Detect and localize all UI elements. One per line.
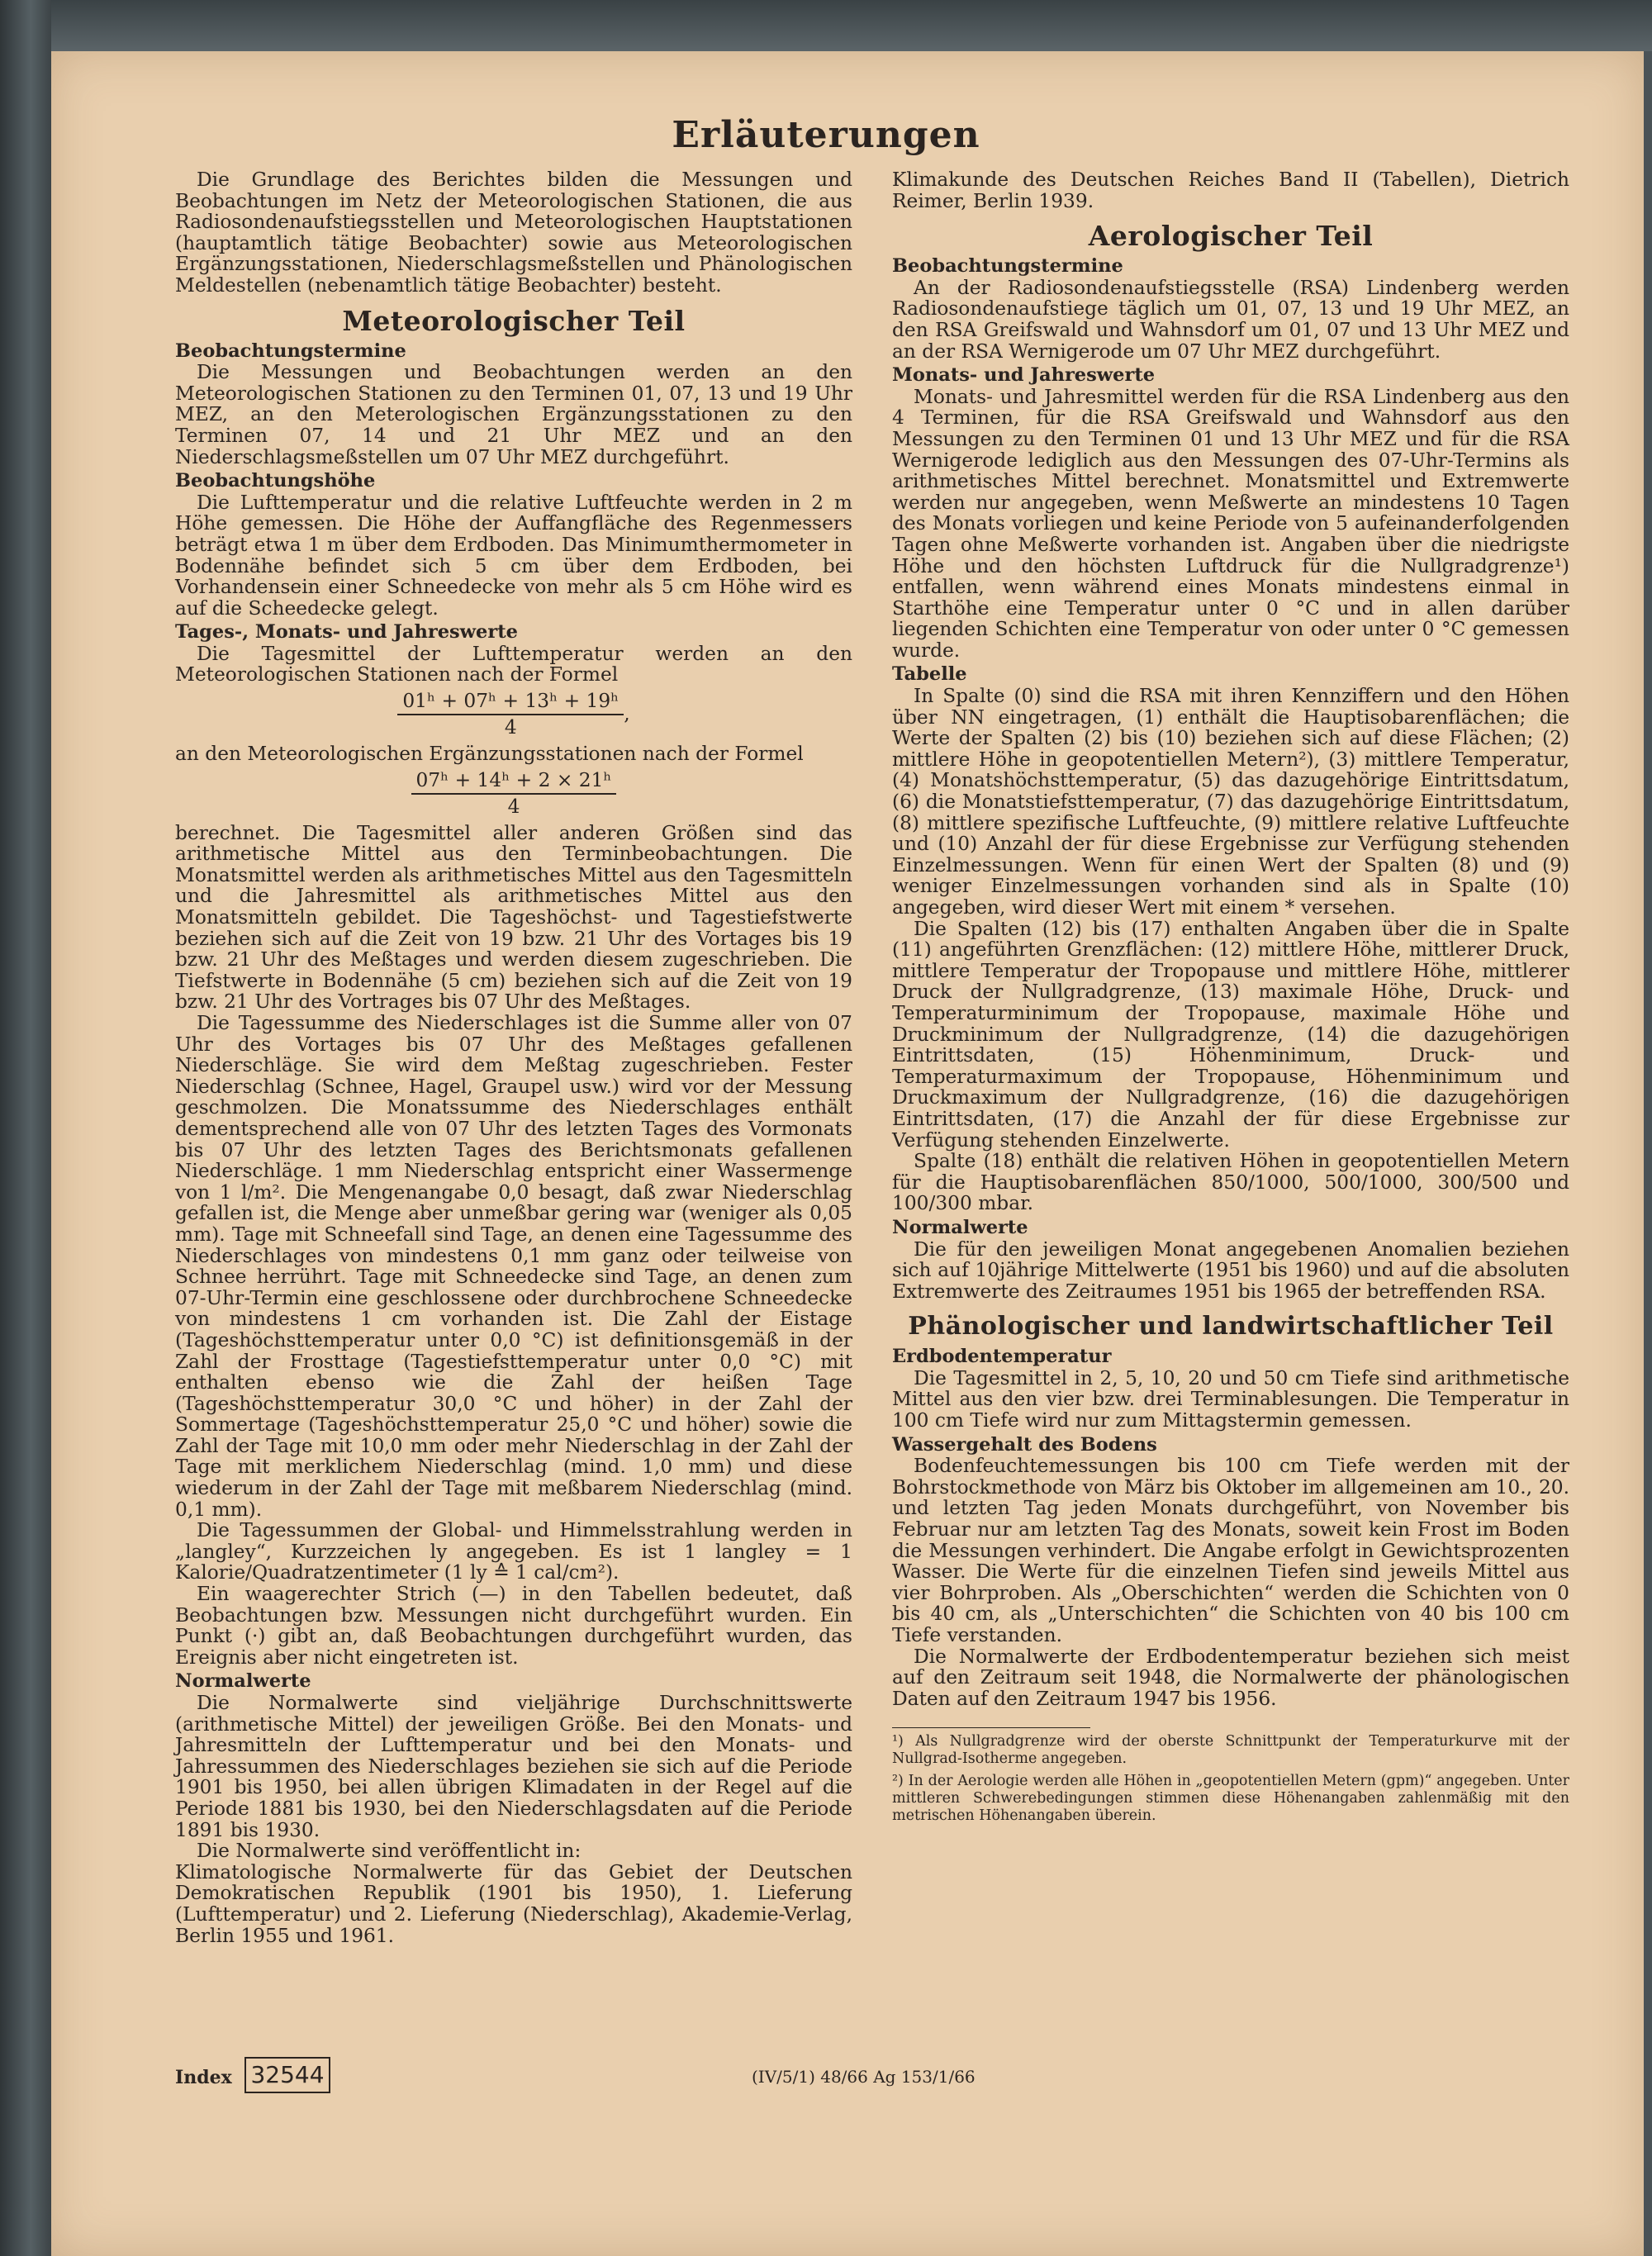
subheading-table: Tabelle bbox=[892, 663, 967, 686]
paragraph: Klimakunde des Deutschen Reiches Band II (Tabellen), Dietrich Reimer, Berlin 1939. bbox=[892, 169, 1569, 212]
print-code: (IV/5/1) 48/66 Ag 153/1/66 bbox=[752, 2067, 976, 2087]
paragraph: Die Normalwerte der Erdbodentemperatur beziehen sich meist auf den Zeitraum seit 1948, die Normalwerte der phänologischen Daten auf den Zeitraum 1947 bis 1956. bbox=[892, 1645, 1569, 1710]
right-column bbox=[892, 169, 1569, 1825]
section-heading-aerological: Aerologischer Teil bbox=[1088, 220, 1374, 253]
paragraph: Die Tagesmittel in 2, 5, 10, 20 und 50 cm Tiefe sind arithmetische Mittel aus den vier bzw. drei Terminablesungen. Die Temperatur in 100 cm Tiefe wird nur zum Mittagstermin gemessen. bbox=[892, 1366, 1569, 1432]
fraction bbox=[411, 768, 617, 819]
section-heading-phenological: Phänologischer und landwirtschaftlicher Teil bbox=[908, 1312, 1554, 1342]
paragraph: Die Normalwerte sind vieljährige Durchschnittswerte (arithmetische Mittel) der jeweiligen Größe. Bei den Monats- und Jahresmitteln der Lufttemperatur und bei den Monats- und Jahressummen des Niederschlages beziehen sie sich auf die Periode 1901 bis 1950, bei allen übrigen Klimadaten in der Regel auf die Periode 1881 bis 1930, bei den Niederschlagsdaten auf die Periode 1891 bis 1930. bbox=[175, 1692, 852, 1841]
subheading-normal-values: Normalwerte bbox=[892, 1216, 1028, 1238]
paragraph: Die Tagesmittel der Lufttemperatur werden an den Meteorologischen Stationen nach der Formel bbox=[175, 642, 852, 686]
paragraph: berechnet. Die Tagesmittel aller anderen Größen sind das arithmetische Mittel aus den Terminbeobachtungen. Die Monatsmittel werden als arithmetisches Mittel aus den Tagesmitteln und die Jahresmittel als arithmetisches Mittel aus den Monatsmitteln gebildet. Die Tageshöchst- und Tagestiefstwerte beziehen sich auf die Zeit von 19 bzw. 21 Uhr des Vortages bis 19 bzw. 21 Uhr des Meßtages und werden diesem zugeschrieben. Die Tiefstwerte in Bodennähe (5 cm) beziehen sich auf die Zeit von 19 bzw. 21 Uhr des Vortrages bis 07 Uhr des Meßtages. bbox=[175, 821, 852, 1014]
index-label: Index bbox=[175, 2067, 232, 2088]
left-column bbox=[175, 169, 852, 1946]
page-title: Erläuterungen bbox=[672, 114, 980, 156]
paragraph: Die Spalten (12) bis (17) enthalten Angaben über die in Spalte (11) angeführten Grenzflächen: (12) mittlere Höhe, mittlerer Druck, mittlere Temperatur der Tropopause und mittlere Höhe, mittlerer Druck der Nullgradgrenze, (13) maximale Höhe, Druck- und Temperaturminimum der Tropopause, maximale Höhe und Druckminimum der Nullgradgrenze, (14) die dazugehörigen Eintrittsdaten, (15) Höhenminimum, Druck- und Temperaturmaximum der Tropopause, Höhenminimum und Druckmaximum der Nullgradgrenze, (16) die dazugehörigen Eintrittsdaten, (17) die Anzahl der für diese Ergebnisse zur Verfügung stehenden Einzelwerte. bbox=[892, 917, 1569, 1152]
intro-paragraph: Die Grundlage des Berichtes bilden die Messungen und Beobachtungen im Netz der Meteorologischen Stationen, die aus Radiosondenaufstiegsstellen und Meteorologischen Hauptstationen (hauptamtlich tätige Beobachter) sowie aus Meteorologischen Ergänzungsstationen, Niederschlagsmeßstellen und Phänologischen Meldestellen (nebenamtlich tätige Beobachter) besteht. bbox=[175, 169, 852, 297]
paragraph: Die Tagessumme des Niederschlages ist die Summe aller von 07 Uhr des Vortages bis 07 Uhr des Meßtages gefallenen Niederschläge. Sie wird dem Meßtag zugeschrieben. Fester Niederschlag (Schnee, Hagel, Graupel usw.) wird vor der Messung geschmolzen. Die Monatssumme des Niederschlages enthält dementsprechend alle von 07 Uhr des letzten Tages des Vormonats bis 07 Uhr des letzten Tages des Berichtsmonats gefallenen Niederschläge. 1 mm Niederschlag entspricht einer Wassermenge von 1 l/m². Die Mengenangabe 0,0 besagt, daß zwar Niederschlag gefallen ist, die Menge aber unmeßbar gering war (weniger als 0,05 mm). Tage mit Schneefall sind Tage, an denen eine Tagessumme des Niederschlages von mindestens 0,1 mm ganz oder teilweise von Schnee herrührt. Tage mit Schneedecke sind Tage, an denen zum 07-Uhr-Termin eine geschlossene oder durchbrochene Schneedecke von mindestens 1 cm vorhanden ist. Die Zahl der Eistage (Tageshöchsttemperatur unter 0,0 °C) ist definitionsgemäß in der Zahl der Frosttage (Tagestiefsttemperatur unter 0,0 °C) mit enthalten ebenso wie die Zahl der heißen Tage (Tageshöchsttemperatur 30,0 °C und höher) in der Zahl der Sommertage (Tageshöchsttemperatur 25,0 °C und höher) sowie die Zahl der Tage mit 10,0 mm oder mehr Niederschlag in der Zahl der Tage mit merklichem Niederschlag (mind. 1,0 mm) und diese wiederum in der Zahl der Tage mit meßbarem Niederschlag (mind. 0,1 mm). bbox=[175, 1012, 852, 1521]
paragraph: Die Normalwerte sind veröffentlicht in: bbox=[197, 1840, 582, 1863]
section-heading-meteorological: Meteorologischer Teil bbox=[342, 304, 686, 337]
paragraph: Monats- und Jahresmittel werden für die RSA Lindenberg aus den 4 Terminen, für die RSA Greifswald und Wahnsdorf aus den Messungen zu den Terminen 01 und 13 Uhr MEZ und für die RSA Wernigerode lediglich aus den Messungen des 07-Uhr-Termins als arithmetisches Mittel berechnet. Monatsmittel und Extremwerte werden nur angegeben, wenn Meßwerte an mindestens 10 Tagen des Monats vorliegen und keine Periode von 5 aufeinanderfolgenden Tagen ohne Meßwerte vorhanden ist. Angaben über die niedrigste Höhe und den höchsten Luftdruck für die Nullgradgrenze¹) entfallen, wenn während eines Monats mindestens einmal in Starthöhe eine Temperatur unter 0 °C und in allen darüber liegenden Schichten eine Temperatur von oder unter 0 °C gemessen wurde. bbox=[892, 385, 1569, 662]
paragraph: An der Radiosondenaufstiegsstelle (RSA) Lindenberg werden Radiosondenaufstiege täglich um 01, 07, 13 und 19 Uhr MEZ, an den RSA Greifswald und Wahnsdorf um 01, 07 und 13 Uhr MEZ und an der RSA Wernigerode um 07 Uhr MEZ durchgeführt. bbox=[892, 276, 1569, 363]
paragraph: In Spalte (0) sind die RSA mit ihren Kennziffern und den Höhen über NN eingetragen, (1) enthält die Hauptisobarenflächen; die Werte der Spalten (2) bis (10) beziehen sich auf diese Flächen; (2) mittlere Höhe in geopotentiellen Metern²), (3) mittlere Temperatur, (4) Monatshöchsttemperatur, (5) das dazugehörige Eintrittsdatum, (6) die Monatstiefsttemperatur, (7) das dazugehörige Eintrittsdatum, (8) mittlere spezifische Luftfeuchte, (9) mittlere relative Luftfeuchte und (10) Anzahl der für diese Ergebnisse zur Verfügung stehenden Einzelmessungen. Wenn für einen Wert der Spalten (8) und (9) weniger Einzelmessungen vorhanden sind als in Spalte (10) angegeben, wird dieser Wert mit einem * versehen. bbox=[892, 685, 1569, 919]
subheading-soil-water: Wassergehalt des Bodens bbox=[892, 1433, 1157, 1456]
formula-numerator: 07ʰ + 14ʰ + 2 × 21ʰ bbox=[411, 768, 617, 795]
paragraph: Ein waagerechter Strich (—) in den Tabellen bedeutet, daß Beobachtungen bzw. Messungen nicht durchgeführt wurden. Ein Punkt (·) gibt an, daß Beobachtungen durchgeführt wurden, das Ereignis aber nicht eingetreten ist. bbox=[175, 1583, 852, 1669]
subheading-normal-values: Normalwerte bbox=[175, 1670, 311, 1693]
paragraph: Die Messungen und Beobachtungen werden an den Meteorologischen Stationen zu den Terminen 01, 07, 13 und 19 Uhr MEZ, an den Meterologischen Ergänzungsstationen zu den Terminen 07, 14 und 21 Uhr MEZ und an den Niederschlagsmeßstellen um 07 Uhr MEZ durchgeführt. bbox=[175, 361, 852, 468]
paragraph: Die für den jeweiligen Monat angegebenen Anomalien beziehen sich auf 10jährige Mittelwerte (1951 bis 1960) und auf die absoluten Extremwerte des Zeitraumes 1951 bis 1965 der betreffenden RSA. bbox=[892, 1237, 1569, 1303]
formula-1 bbox=[175, 689, 852, 740]
paragraph: Spalte (18) enthält die relativen Höhen in geopotentiellen Metern für die Hauptisobarenflächen 850/1000, 500/1000, 300/500 und 100/300 mbar. bbox=[892, 1150, 1569, 1215]
subheading-monthly-yearly: Monats- und Jahreswerte bbox=[892, 364, 1156, 387]
index-number-box: 32544 bbox=[244, 2057, 330, 2093]
paragraph: Die Tagessummen der Global- und Himmelsstrahlung werden in „langley“, Kurzzeichen ly angegeben. Es ist 1 langley = 1 Kalorie/Quadratzentimeter (1 ly ≙ 1 cal/cm²). bbox=[175, 1519, 852, 1584]
formula-2 bbox=[175, 768, 852, 819]
formula-numerator: 01ʰ + 07ʰ + 13ʰ + 19ʰ bbox=[397, 689, 624, 715]
paragraph: an den Meteorologischen Ergänzungsstationen nach der Formel bbox=[175, 743, 804, 766]
scan-top-edge bbox=[0, 0, 1652, 51]
footnote-rule bbox=[892, 1727, 1090, 1728]
fraction bbox=[397, 689, 624, 740]
footnote-1: ¹) Als Nullgradgrenze wird der oberste Schnittpunkt der Temperaturkurve mit der Nullgrad-Isotherme angegeben. bbox=[892, 1733, 1569, 1768]
paragraph: Klimatologische Normalwerte für das Gebiet der Deutschen Demokratischen Republik (1901 bis 1950), 1. Lieferung (Lufttemperatur) und 2. Lieferung (Niederschlag), Akademie-Verlag, Berlin 1955 und 1961. bbox=[175, 1860, 852, 1947]
formula-denominator: 4 bbox=[504, 716, 517, 739]
subheading-observation-times: Beobachtungstermine bbox=[892, 255, 1123, 278]
subheading-observation-times: Beobachtungstermine bbox=[175, 340, 406, 362]
subheading-observation-height: Beobachtungshöhe bbox=[175, 470, 376, 492]
paragraph: Bodenfeuchtemessungen bis 100 cm Tiefe werden mit der Bohrstockmethode von März bis Oktober im allgemeinen am 10., 20. und letzten Tag jeden Monats durchgeführt, von November bis Februar nur am letzten Tag des Monats, soweit kein Frost im Boden die Messungen verhindert. Die Angabe erfolgt in Gewichtsprozenten Wasser. Die Werte für die einzelnen Tiefen sind jeweils Mittel aus vier Bohrproben. Als „Oberschichten“ werden die Schichten von 0 bis 40 cm, als „Unterschichten“ die Schichten von 40 bis 100 cm Tiefe verstanden. bbox=[892, 1455, 1569, 1646]
paragraph: Die Lufttemperatur und die relative Luftfeuchte werden in 2 m Höhe gemessen. Die Höhe der Auffangfläche des Regenmessers beträgt etwa 1 m über dem Erdboden. Das Minimumthermometer in Bodennähe befindet sich 5 cm über dem Erdboden, bei Vorhandensein einer Schneedecke von mehr als 5 cm Höhe wird es auf die Scheedecke gelegt. bbox=[175, 491, 852, 620]
footnote-2: ²) In der Aerologie werden alle Höhen in „geopotentiellen Metern (gpm)“ angegeben. Unter mittleren Schwerebedingungen stimmen diese Höhenangaben zahlenmäßig mit den metrischen Höhenangaben überein. bbox=[892, 1773, 1569, 1825]
book-binding bbox=[0, 0, 51, 2256]
subheading-daily-monthly-yearly: Tages-, Monats- und Jahreswerte bbox=[175, 621, 518, 644]
formula-comma: , bbox=[624, 702, 630, 725]
subheading-soil-temperature: Erdbodentemperatur bbox=[892, 1346, 1112, 1368]
formula-denominator: 4 bbox=[507, 795, 520, 818]
